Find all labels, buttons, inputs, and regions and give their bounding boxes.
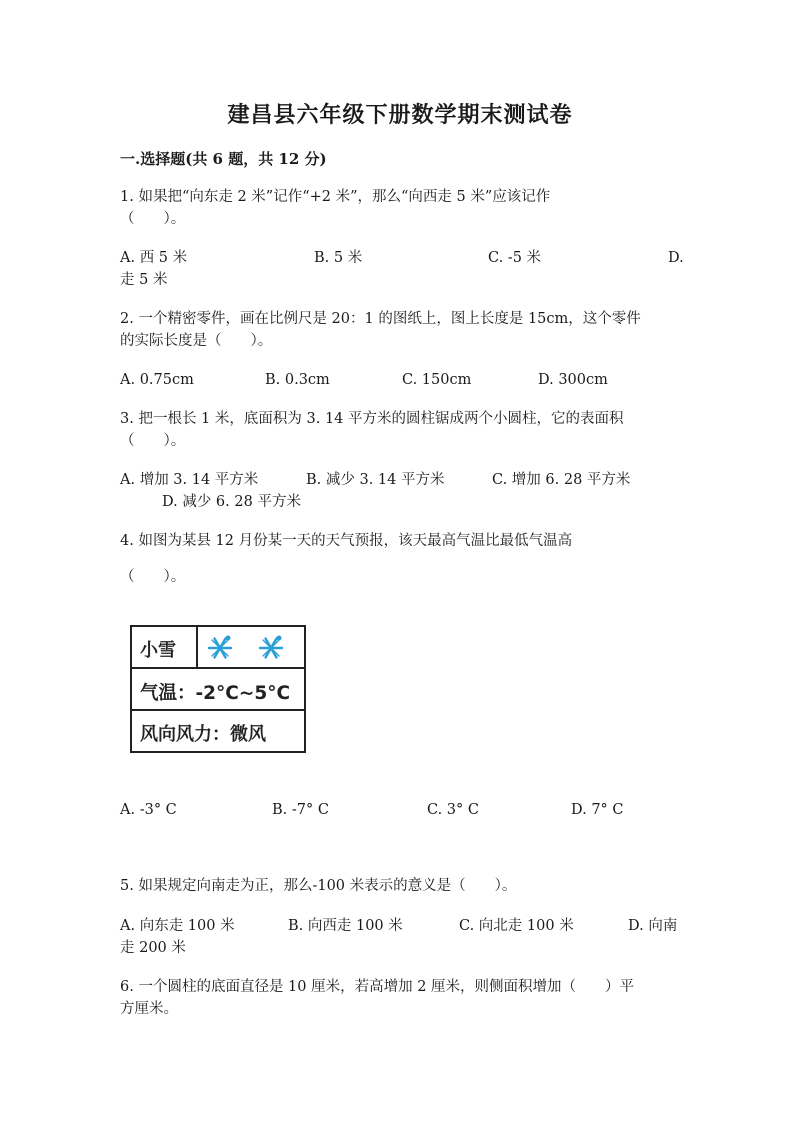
option-c[interactable]: C. 3° C (427, 802, 479, 818)
option-a[interactable]: A. 向东走 100 米 (120, 918, 235, 934)
option-c[interactable]: C. -5 米 (488, 250, 542, 266)
snowflake-icon (205, 633, 235, 663)
option-d[interactable]: D. (668, 250, 684, 266)
question-3-line-2: （ ）。 (120, 433, 186, 449)
option-b[interactable]: B. -7° C (272, 802, 329, 818)
section-heading: 一.选择题(共 6 题，共 12 分) (120, 150, 327, 168)
option-a[interactable]: A. 西 5 米 (120, 250, 188, 266)
question-1-line-2: （ ）。 (120, 211, 186, 227)
question-4-line-2: （ ）。 (120, 569, 186, 585)
option-b[interactable]: B. 减少 3. 14 平方米 (306, 472, 445, 488)
page-title: 建昌县六年级下册数学期末测试卷 (227, 102, 573, 128)
option-b[interactable]: B. 0.3cm (265, 372, 330, 388)
weather-row-wind (132, 711, 304, 751)
weather-row-temperature (132, 669, 304, 711)
question-5: 5. 如果规定向南走为正，那么-100 米表示的意义是（ ）。 (120, 878, 517, 894)
weather-temperature: 气温：-2°C~5°C (140, 683, 291, 704)
question-2-line-1: 2. 一个精密零件，画在比例尺是 20：1 的图纸上，图上长度是 15cm，这个零件 (120, 311, 641, 327)
option-c[interactable]: C. 增加 6. 28 平方米 (492, 472, 631, 488)
option-c[interactable]: C. 150cm (402, 372, 472, 388)
question-3 (120, 408, 690, 452)
option-d-wrap: 走 5 米 (120, 272, 168, 288)
option-d[interactable]: D. 300cm (538, 372, 608, 388)
question-1-line-1: 1. 如果把“向东走 2 米”记作“+2 米”，那么“向西走 5 米”应该记作 (120, 189, 551, 205)
option-d[interactable]: D. 减少 6. 28 平方米 (162, 494, 301, 510)
option-d-wrap: 走 200 米 (120, 940, 186, 956)
option-a[interactable]: A. 0.75cm (120, 372, 194, 388)
question-3-line-1: 3. 把一根长 1 米，底面积为 3. 14 平方米的圆柱锯成两个小圆柱，它的表面积 (120, 411, 624, 427)
question-1 (120, 186, 690, 230)
question-6 (120, 976, 690, 1020)
option-d[interactable]: D. 7° C (571, 802, 624, 818)
snowflake-icon (256, 633, 286, 663)
option-c[interactable]: C. 向北走 100 米 (459, 918, 574, 934)
weather-wind: 风向风力：微风 (140, 724, 266, 745)
question-6-line-2: 方厘米。 (120, 1001, 178, 1017)
option-b[interactable]: B. 向西走 100 米 (288, 918, 403, 934)
question-2-line-2: 的实际长度是（ ）。 (120, 333, 273, 349)
option-d[interactable]: D. 向南 (628, 918, 678, 934)
weather-row-condition (132, 627, 304, 669)
option-b[interactable]: B. 5 米 (314, 250, 363, 266)
weather-forecast-figure (130, 625, 306, 753)
weather-condition: 小雪 (140, 640, 176, 661)
option-a[interactable]: A. -3° C (120, 802, 177, 818)
question-6-line-1: 6. 一个圆柱的底面直径是 10 厘米，若高增加 2 厘米，则侧面积增加（ ）平 (120, 979, 635, 995)
question-4-line-1: 4. 如图为某县 12 月份某一天的天气预报，该天最高气温比最低气温高 (120, 533, 573, 549)
question-2 (120, 308, 690, 352)
option-a[interactable]: A. 增加 3. 14 平方米 (120, 472, 259, 488)
